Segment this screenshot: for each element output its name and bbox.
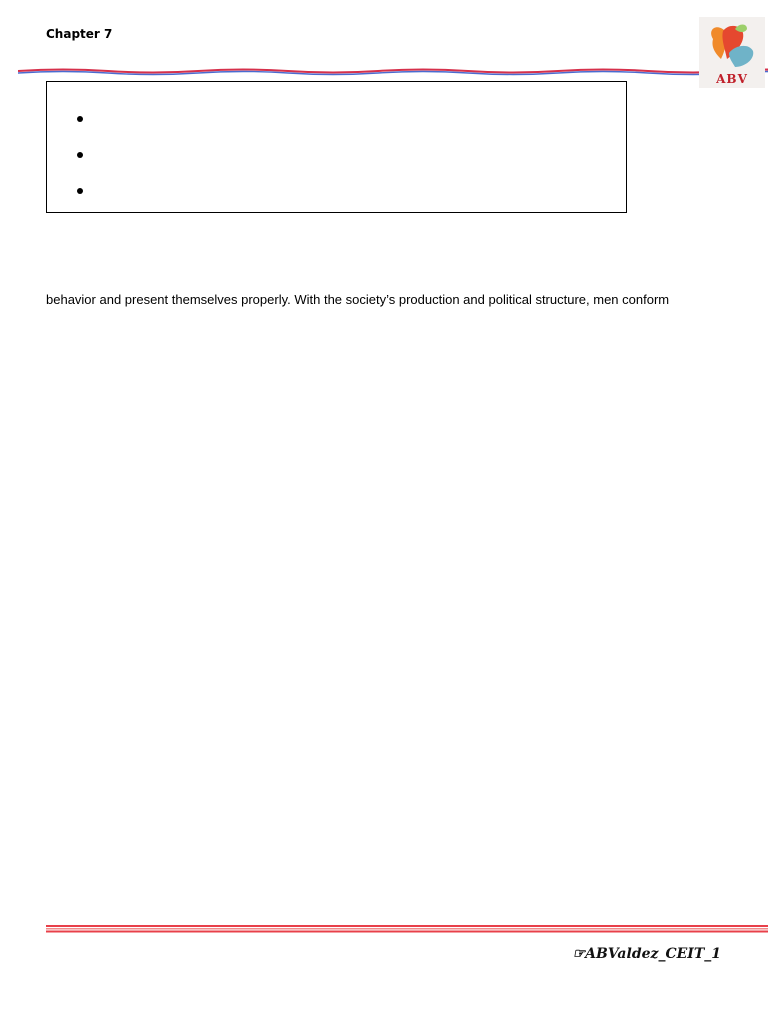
footer-rule (46, 925, 768, 933)
footer-signature: ☞ABValdez_CEIT_1 (572, 946, 721, 962)
logo-text: ABV (716, 72, 748, 86)
chapter-label: Chapter 7 (46, 27, 113, 41)
body-text-line: behavior and present themselves properly. With the society’s production and political structure, men conform (46, 292, 670, 307)
bullet-point (77, 116, 83, 122)
abv-logo (699, 17, 765, 88)
leaf-icon (699, 17, 765, 72)
header-wave-rule (18, 65, 768, 77)
bullet-point (77, 188, 83, 194)
bullet-box (46, 81, 627, 213)
bullet-point (77, 152, 83, 158)
